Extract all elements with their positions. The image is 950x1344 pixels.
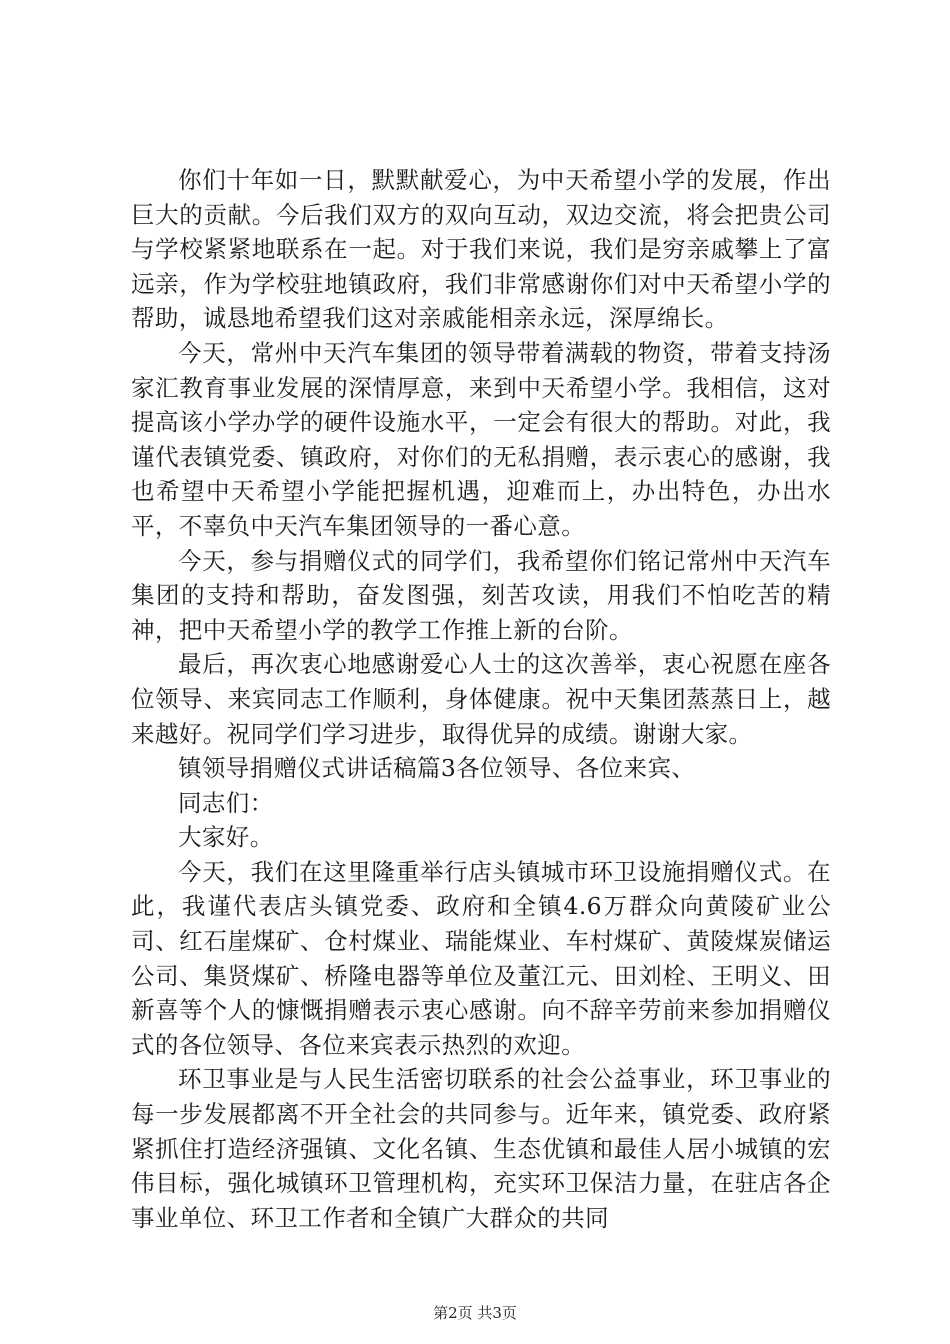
paragraph: 今天，参与捐赠仪式的同学们，我希望你们铭记常州中天汽车集团的支持和帮助，奋发图强，刻苦攻读，用我们不怕吃苦的精神，把中天希望小学的教学工作推上新的台阶。 (131, 546, 831, 644)
paragraph: 你们十年如一日，默默献爱心，为中天希望小学的发展，作出巨大的贡献。今后我们双方的双向互动，双边交流，将会把贵公司与学校紧紧地联系在一起。对于我们来说，我们是穷亲戚攀上了富远亲，作为学校驻地镇政府，我们非常感谢你们对中天希望小学的帮助，诚恳地希望我们这对亲戚能相亲永远，深厚绵长。 (131, 166, 831, 333)
section-heading: 镇领导捐赠仪式讲话稿篇3各位领导、各位来宾、 (178, 754, 696, 783)
paragraph: 最后，再次衷心地感谢爱心人士的这次善举，衷心祝愿在座各位领导、来宾同志工作顺利，身体健康。祝中天集团蒸蒸日上，越来越好。祝同学们学习进步，取得优异的成绩。谢谢大家。 (131, 650, 831, 748)
salutation: 同志们： (178, 788, 274, 817)
paragraph: 今天，常州中天汽车集团的领导带着满载的物资，带着支持汤家汇教育事业发展的深情厚意，来到中天希望小学。我相信，这对提高该小学办学的硬件设施水平，一定会有很大的帮助。对此，我谨代表镇党委、镇政府，对你们的无私捐赠，表示衷心的感谢，我也希望中天希望小学能把握机遇，迎难而上，办出特色，办出水平，不辜负中天汽车集团领导的一番心意。 (131, 338, 831, 540)
paragraph: 今天，我们在这里隆重举行店头镇城市环卫设施捐赠仪式。在此，我谨代表店头镇党委、政府和全镇4.6万群众向黄陵矿业公司、红石崖煤矿、仓村煤业、瑞能煤业、车村煤矿、黄陵煤炭储运公司、集贤煤矿、桥隆电器等单位及董江元、田刘栓、王明义、田新喜等个人的慷慨捐赠表示衷心感谢。向不辞辛劳前来参加捐赠仪式的各位领导、各位来宾表示热烈的欢迎。 (131, 857, 831, 1059)
document-body (131, 163, 831, 1235)
greeting: 大家好。 (178, 823, 274, 852)
paragraph: 环卫事业是与人民生活密切联系的社会公益事业，环卫事业的每一步发展都离不开全社会的共同参与。近年来，镇党委、政府紧紧抓住打造经济强镇、文化名镇、生态优镇和最佳人居小城镇的宏伟目标，强化城镇环卫管理机构，充实环卫保洁力量，在驻店各企事业单位、环卫工作者和全镇广大群众的共同 (131, 1065, 831, 1232)
page-number-footer: 第2页 共3页 (433, 1304, 517, 1322)
